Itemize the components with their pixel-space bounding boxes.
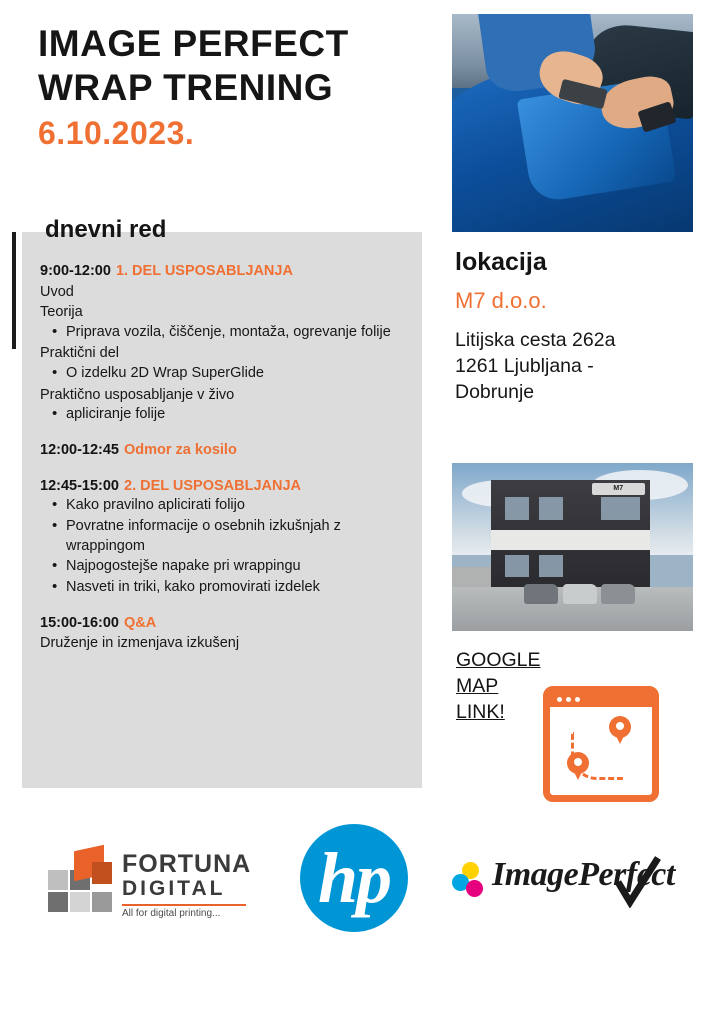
checkmark-icon <box>614 856 662 908</box>
agenda-slot-1 <box>40 261 410 425</box>
agenda-slot-1-label: 1. DEL USPOSABLJANJA <box>115 263 293 279</box>
car-wrap-photo <box>452 14 693 232</box>
building-window <box>539 555 563 577</box>
agenda-slot-3 <box>40 476 410 598</box>
building-window <box>505 497 529 521</box>
fortuna-tagline: All for digital printing... <box>122 908 221 919</box>
sponsor-logos <box>0 818 709 938</box>
agenda-slot-4-time: 15:00-16:00 <box>40 614 119 631</box>
address-line-2: 1261 Ljubljana - <box>455 355 594 378</box>
agenda-slot-3-label: 2. DEL USPOSABLJANJA <box>124 477 301 494</box>
map-link-line-2[interactable]: MAP <box>456 674 499 697</box>
agenda-slot-1-time: 9:00-12:00 <box>40 263 111 279</box>
address-line-3: Dobrunje <box>455 381 535 404</box>
list-item: • apliciranje folije <box>44 405 410 425</box>
agenda-slot-4-head <box>40 613 410 634</box>
fortuna-digital-logo <box>48 844 252 922</box>
list-item: • Najpogostejše napake pri wrappingu <box>44 557 410 577</box>
building-sign: M7 <box>592 483 645 495</box>
building-window <box>539 497 563 521</box>
hp-logo-icon <box>300 824 408 932</box>
address-line-1: Litijska cesta 262a <box>455 329 616 351</box>
poster-title-block <box>38 22 438 152</box>
agenda-slot-1-line-2: Teorija <box>40 304 83 321</box>
location-company: M7 d.o.o. <box>455 288 547 313</box>
building-white-band <box>491 530 650 550</box>
agenda-slot-2-label: Odmor za kosilo <box>124 442 237 459</box>
agenda-body <box>40 261 410 656</box>
building-window <box>505 555 529 577</box>
list-item: • Nasveti in triki, kako promovirati izdelek <box>44 578 410 598</box>
divider <box>122 904 246 906</box>
title-line-2: WRAP TRENING <box>38 66 334 108</box>
building-window <box>601 497 640 521</box>
fortuna-wordmark <box>122 850 251 919</box>
agenda-accent-bar <box>12 232 16 349</box>
fortuna-cubes-icon <box>48 848 114 914</box>
map-icon-dot <box>575 697 580 702</box>
list-item: • Priprava vozila, čiščenje, montaža, ogrevanje folije <box>44 323 410 343</box>
agenda-slot-3-head <box>40 476 410 497</box>
spacer <box>40 463 410 476</box>
agenda-slot-4 <box>40 613 410 654</box>
map-link-line-1[interactable]: GOOGLE <box>456 649 541 671</box>
spacer <box>40 600 410 613</box>
agenda-slot-1-head <box>40 261 410 282</box>
imageperfect-wordmark: ImagePerfect <box>492 856 675 893</box>
map-pin-icon <box>567 752 589 780</box>
agenda-slot-2 <box>40 440 410 461</box>
agenda-slot-2-head <box>40 440 410 461</box>
agenda-slot-2-time: 12:00-12:45 <box>40 442 119 459</box>
agenda-slot-1-line-1: Uvod <box>40 283 74 300</box>
imageperfect-logo-icon <box>452 854 688 916</box>
list-item: • Kako pravilno aplicirati folijo <box>44 496 410 516</box>
location-heading: lokacija <box>455 248 547 276</box>
agenda-slot-3-bullets <box>44 496 410 598</box>
event-date: 6.10.2023. <box>38 115 195 152</box>
map-route-icon[interactable] <box>543 686 659 802</box>
list-item: • O izdelku 2D Wrap SuperGlide <box>44 364 410 384</box>
fortuna-name: FORTUNA <box>122 850 252 878</box>
agenda-slot-1-bullets-3 <box>44 405 410 425</box>
list-item: • Povratne informacije o osebnih izkušnjah z wrappingom <box>44 517 410 556</box>
agenda-slot-1-bullets <box>44 323 410 343</box>
map-pin-icon <box>609 716 631 744</box>
map-link-line-3[interactable]: LINK! <box>456 700 505 723</box>
title-line-1: IMAGE PERFECT <box>38 23 349 64</box>
hp-wordmark: hp <box>317 838 391 918</box>
agenda-slot-1-line-4: Praktično usposabljanje v živo <box>40 386 235 403</box>
location-address <box>455 327 690 405</box>
spacer <box>40 427 410 440</box>
m7-building-photo <box>452 463 693 631</box>
agenda-heading: dnevni red <box>45 216 167 243</box>
parked-car <box>563 584 597 604</box>
agenda-slot-4-line-1: Druženje in izmenjava izkušenj <box>40 635 240 652</box>
agenda-slot-1-line-3: Praktični del <box>40 345 119 362</box>
fortuna-subname: DIGITAL <box>122 877 226 900</box>
agenda-slot-4-label: Q&A <box>124 614 157 631</box>
parked-car <box>601 584 635 604</box>
agenda-slot-3-time: 12:45-15:00 <box>40 477 119 494</box>
parked-car <box>524 584 558 604</box>
map-icon-dot <box>566 697 571 702</box>
agenda-slot-1-bullets-2 <box>44 364 410 384</box>
cmyk-dots-icon <box>452 862 488 898</box>
map-icon-dot <box>557 697 562 702</box>
